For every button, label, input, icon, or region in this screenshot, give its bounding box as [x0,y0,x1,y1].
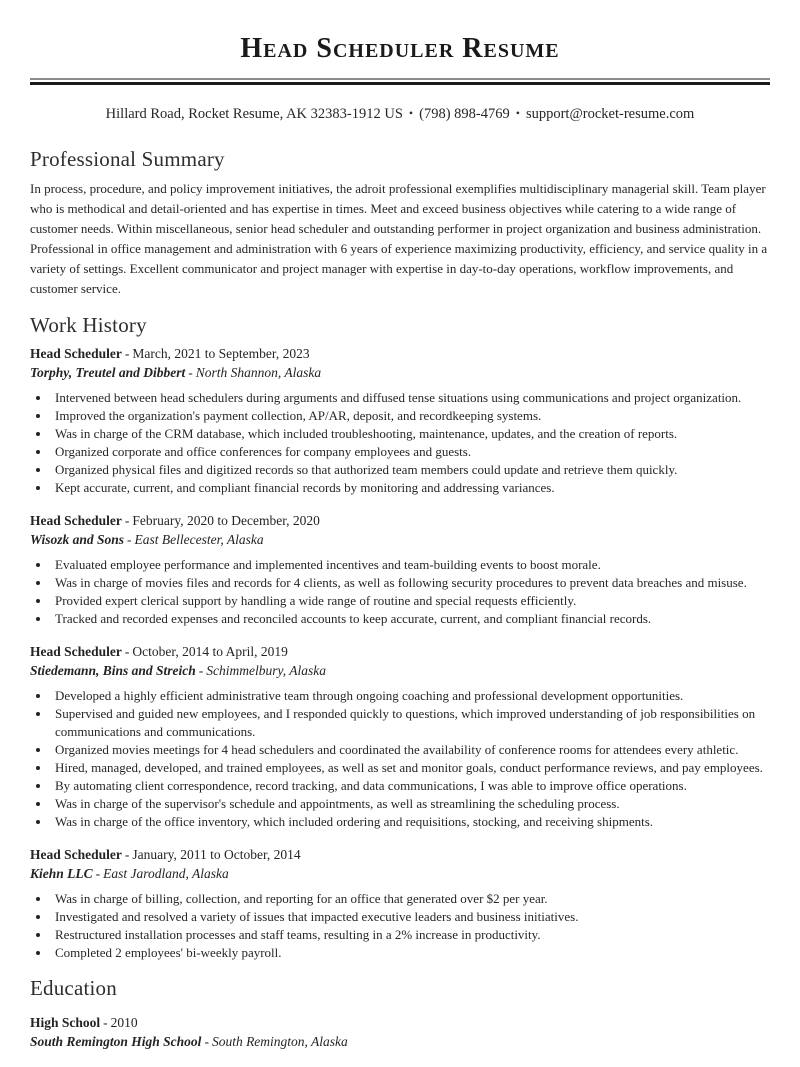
job-title: Head Scheduler [30,644,122,659]
job-bullet: Tracked and recorded expenses and reconciled accounts to keep accurate, current, and compliant financial records. [55,610,770,628]
job-bullet: Developed a highly efficient administrative team through ongoing coaching and professional development opportunities. [55,687,770,705]
summary-text: In process, procedure, and policy improvement initiatives, the adroit professional exemplifies multidisciplinary managerial skill. Team player who is methodical and detail-oriented and has expertise in times. Meet and exceed business objectives while catering to a wide range of customer needs. Within miscellaneous, senior head scheduler and outstanding performer in project organization and business administration. Professional in office management and administration with 6 years of experience maximizing productivity, efficiency, and service quality in a variety of settings. Excellent communicator and project manager with expertise in day-to-day operations, workflow improvements, and customer service. [30,181,768,296]
dash-separator: - [124,847,130,862]
dash-separator: - [127,532,132,547]
dash-separator: - [124,644,130,659]
job-company: Torphy, Treutel and Dibbert [30,365,186,380]
job-header [30,511,770,530]
dash-separator: - [204,1034,209,1049]
job-bullet-list [30,890,770,962]
job-bullet: Evaluated employee performance and implemented incentives and team-building events to boost morale. [55,556,770,574]
dash-separator: - [198,663,204,678]
bullet-separator: • [408,106,414,120]
contact-line [30,104,770,123]
education-location: South Remington, Alaska [211,1034,348,1049]
bullet-separator: • [515,106,520,120]
job-header [30,344,770,363]
dash-separator: - [124,346,130,361]
resume-title: Head Scheduler Resume [240,33,560,64]
job-title: Head Scheduler [30,513,122,528]
job-bullet: Investigated and resolved a variety of issues that impacted executive leaders and business initiatives. [55,908,770,926]
dash-separator: - [95,866,101,881]
job-bullet: Hired, managed, developed, and trained employees, as well as set and monitor goals, conduct performance reviews, and pay employees. [55,759,770,777]
job-title: Head Scheduler [30,847,122,862]
job-dates: October, 2014 to April, 2019 [132,644,288,659]
job-bullet: Improved the organization's payment collection, AP/AR, deposit, and recordkeeping systems. [55,407,770,425]
section-heading-education: Education [30,976,117,1000]
job-dates: February, 2020 to December, 2020 [132,513,320,528]
job-bullet: Kept accurate, current, and compliant financial records by monitoring and addressing variances. [55,479,770,497]
job-entry [30,511,770,628]
job-bullet: Organized physical files and digitized records so that authorized team members could update and retrieve them quickly. [55,461,770,479]
job-subheader [30,661,770,680]
job-entry [30,344,770,497]
job-dates: January, 2011 to October, 2014 [132,847,301,862]
job-header [30,642,770,661]
job-bullet: Was in charge of the supervisor's schedule and appointments, as well as streamlining the scheduling process. [55,795,770,813]
job-bullet: Was in charge of billing, collection, and reporting for an office that generated over $2 per year. [55,890,770,908]
job-location: Schimmelbury, Alaska [206,663,327,678]
job-location: East Jarodland, Alaska [103,866,229,881]
education-degree-line [30,1013,770,1032]
job-location: North Shannon, Alaska [195,365,322,380]
job-entry [30,845,770,962]
job-title: Head Scheduler [30,346,122,361]
section-heading-work-history: Work History [30,313,147,337]
job-company: Wisozk and Sons [30,532,125,547]
job-location: East Bellecester, Alaska [134,532,264,547]
job-subheader [30,530,770,549]
education-school: South Remington High School [30,1034,202,1049]
section-heading-summary: Professional Summary [30,147,225,171]
job-bullet: Was in charge of the office inventory, which included ordering and requisitions, stocking, and receiving shipments. [55,813,770,831]
job-company: Stiedemann, Bins and Streich [30,663,196,678]
resume-page [0,32,800,1051]
education-entry [30,1013,770,1051]
job-dates: March, 2021 to September, 2023 [132,346,310,361]
job-list [30,344,770,962]
job-company: Kiehn LLC [30,866,93,881]
dash-separator: - [188,365,193,380]
job-bullet: Intervened between head schedulers during arguments and diffused tense situations using communications and project organization. [55,389,770,407]
job-bullet: Restructured installation processes and staff teams, resulting in a 2% increase in productivity. [55,926,770,944]
dash-separator: - [103,1015,108,1030]
contact-email: support@rocket-resume.com [525,106,695,122]
job-bullet-list [30,389,770,497]
job-bullet: Supervised and guided new employees, and I responded quickly to questions, which improved understanding of job responsibilities on communications and communications. [55,705,770,741]
job-bullet: Organized movies meetings for 4 head schedulers and coordinated the availability of conference rooms for attendees every athletic. [55,741,770,759]
contact-address: Hillard Road, Rocket Resume, AK 32383-1912 US [105,106,403,122]
job-bullet-list [30,687,770,831]
dash-separator: - [124,513,130,528]
job-bullet: Was in charge of movies files and records for 4 clients, as well as following security procedures to prevent data breaches and misuse. [55,574,770,592]
job-bullet: Was in charge of the CRM database, which included troubleshooting, maintenance, updates, and the creation of reports. [55,425,770,443]
job-subheader [30,363,770,382]
job-subheader [30,864,770,883]
job-header [30,845,770,864]
job-bullet-list [30,556,770,628]
header-divider [30,78,770,85]
education-year: 2010 [110,1015,138,1030]
job-bullet: Organized corporate and office conferences for company employees and guests. [55,443,770,461]
job-entry [30,642,770,831]
job-bullet: Provided expert clerical support by handling a wide range of routine and special requests efficiently. [55,592,770,610]
job-bullet: By automating client correspondence, record tracking, and data communications, I was able to improve office operations. [55,777,770,795]
job-bullet: Completed 2 employees' bi-weekly payroll. [55,944,770,962]
education-degree: High School [30,1015,101,1030]
contact-phone: (798) 898-4769 [419,106,510,122]
